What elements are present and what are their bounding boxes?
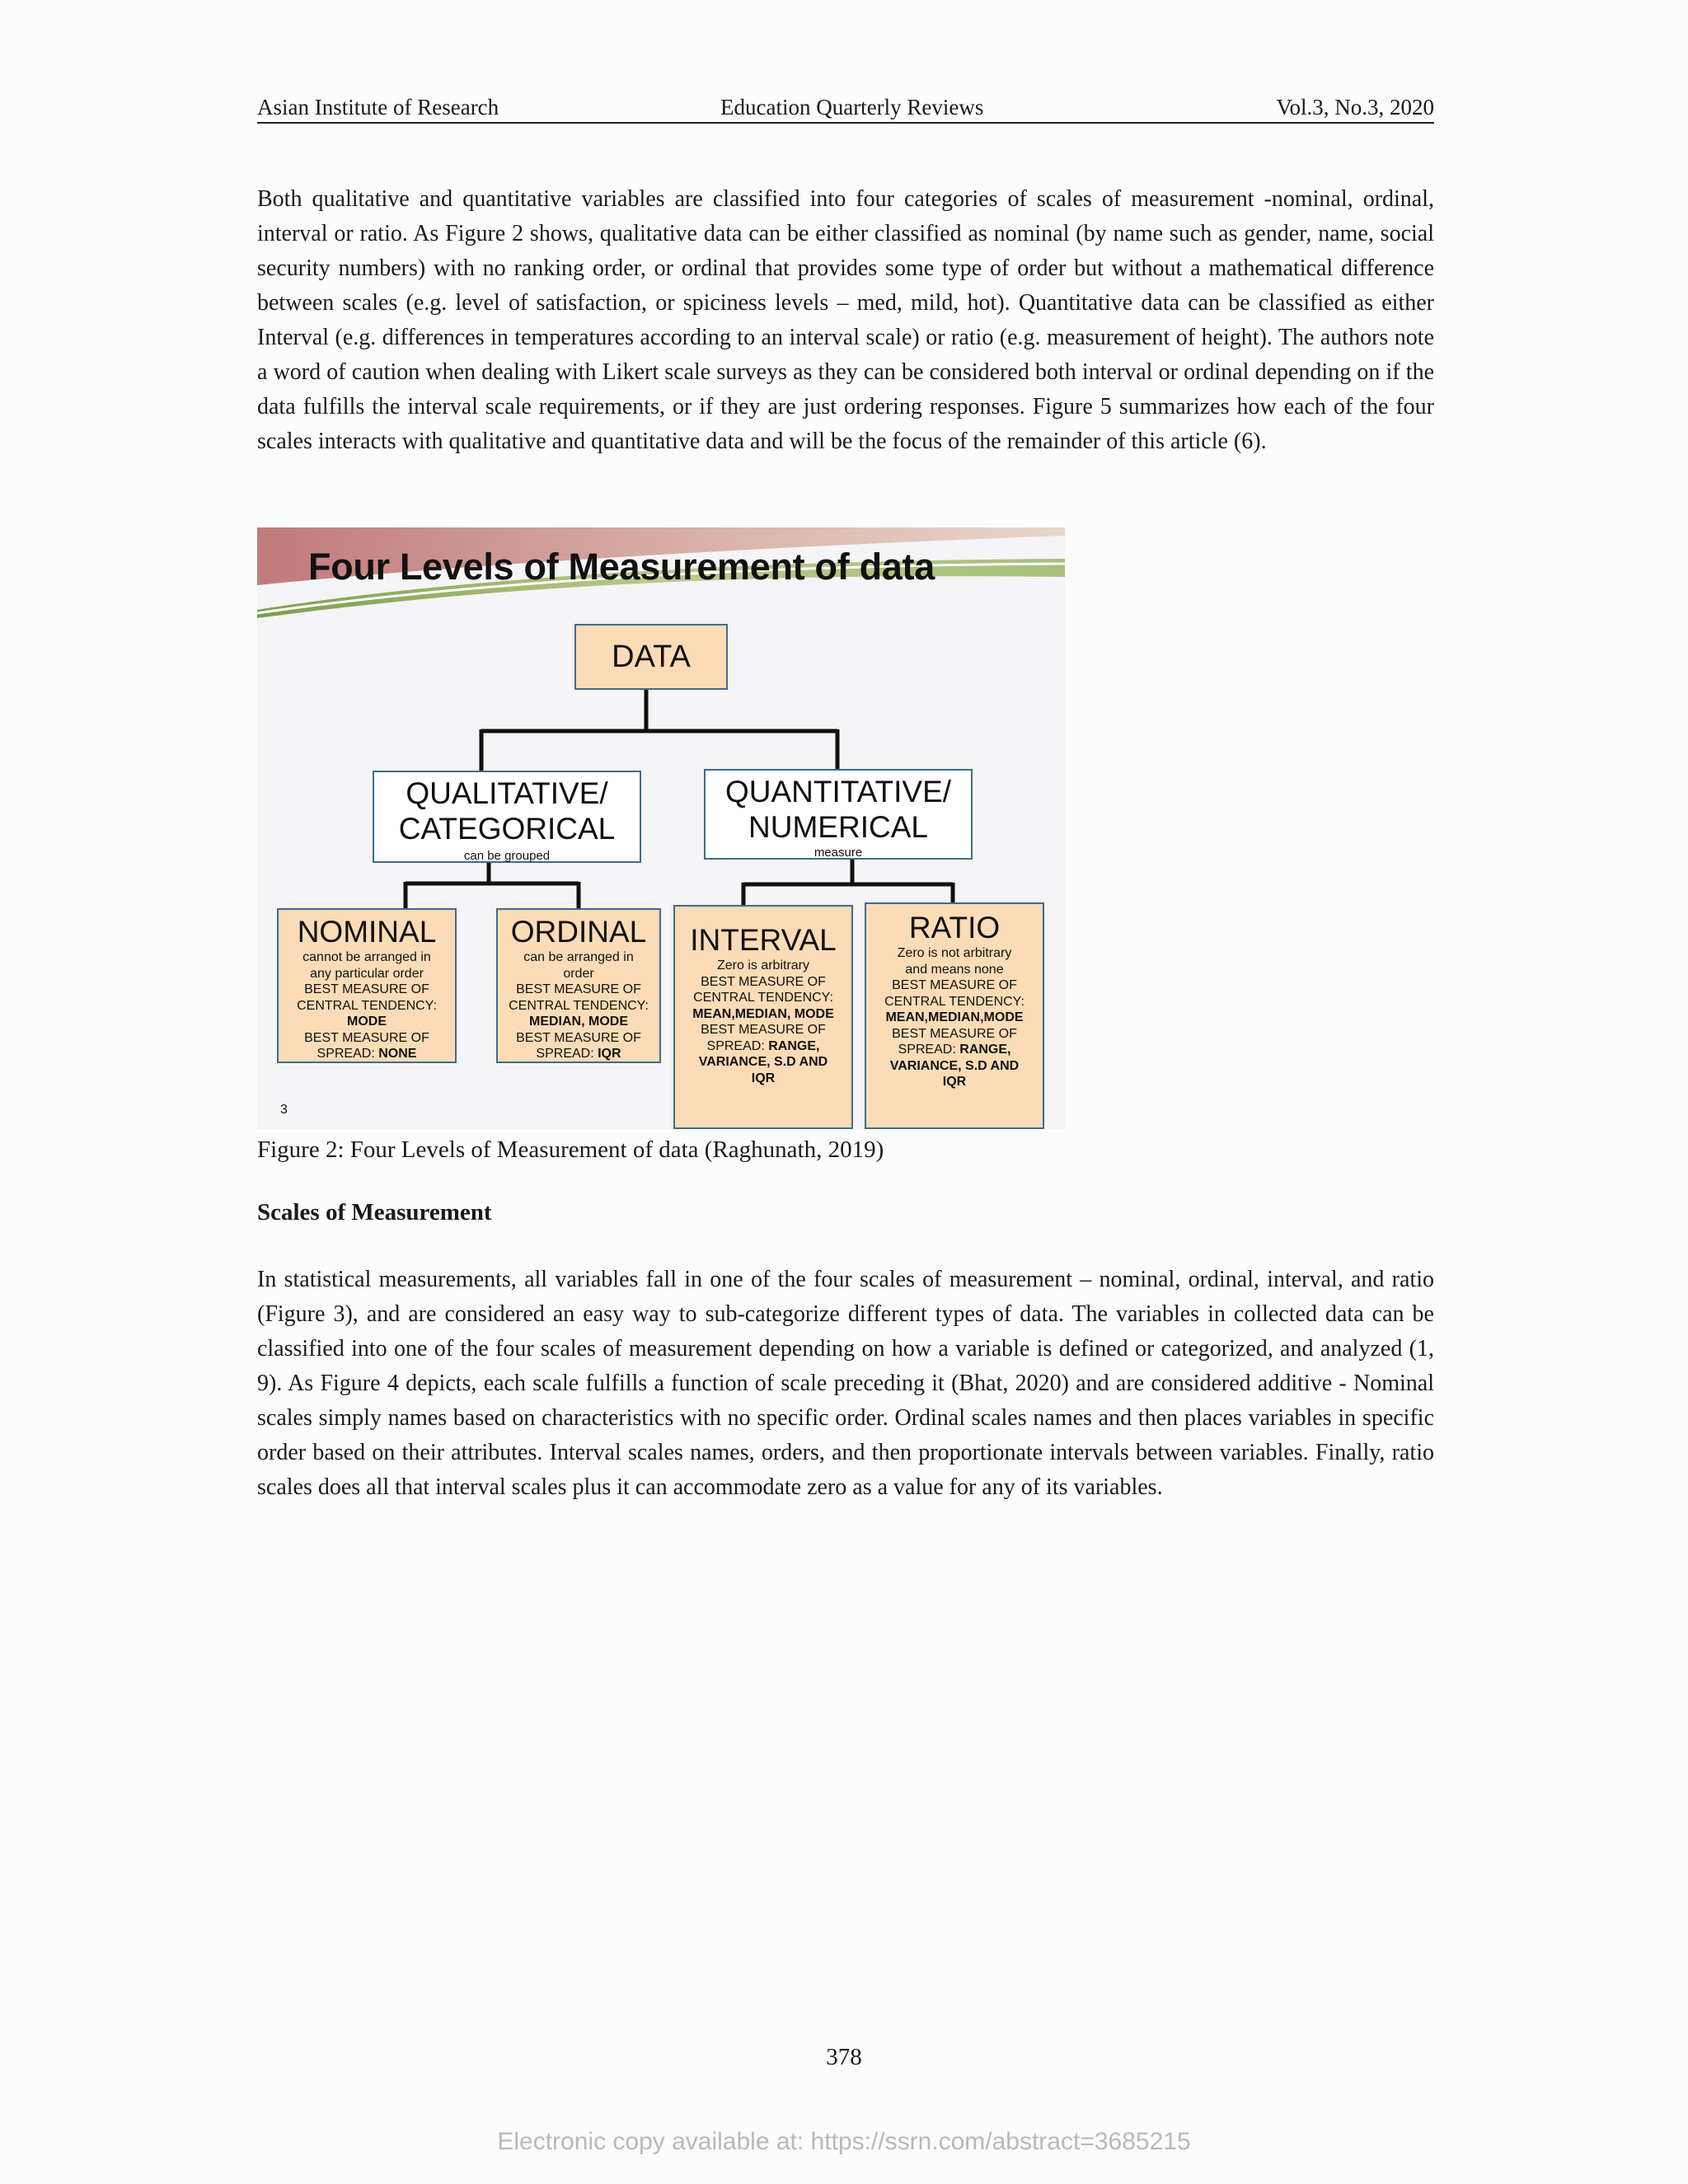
quantitative-subtitle: measure [814,846,863,860]
ratio-title: RATIO [908,911,1001,944]
running-header [257,91,1434,124]
header-journal: Education Quarterly Reviews [720,95,984,120]
node-interval: INTERVAL Zero is arbitrary BEST MEASURE OF CENTRAL TENDENCY: MEAN,MEDIAN, MODE BEST MEASURE OF SPREAD: RANGE, VARIANCE, S.D AND IQR [673,905,853,1129]
figure-2 [257,527,1065,1129]
header-institute: Asian Institute of Research [257,95,499,120]
node-qualitative [373,771,641,863]
nominal-title: NOMINAL [297,915,437,949]
qualitative-title: QUALITATIVE/ CATEGORICAL [398,776,616,846]
node-ordinal: ORDINAL can be arranged in order BEST MEASURE OF CENTRAL TENDENCY: MEDIAN, MODE BEST MEASURE OF SPREAD: IQR [496,908,661,1063]
node-quantitative [704,769,973,860]
ordinal-title: ORDINAL [510,915,647,949]
slide-number: 3 [280,1103,288,1117]
figure-title: Four Levels of Measurement of data [308,546,935,588]
section-heading: Scales of Measurement [257,1199,492,1226]
interval-title: INTERVAL [690,923,837,957]
body-paragraph-2: In statistical measurements, all variables fall in one of the four scales of measurement – nominal, ordinal, interval, and ratio (Figure 3), and are considered an easy way to sub-categorize different types of data. The variables in collected data can be classified into one of the four scales of measurement depending on how a variable is defined or categorized, and analyzed (1, 9). As Figure 4 depicts, each scale fulfills a function of scale preceding it (Bhat, 2020) and are considered additive - Nominal scales simply names based on characteristics with no specific order. Ordinal scales names and then places variables in specific order based on their attributes. Interval scales names, orders, and then proportionate intervals between variables. Finally, ratio scales does all that interval scales plus it can accommodate zero as a value for any of its variables. [257,1267,1434,1500]
quantitative-title: QUANTITATIVE/ NUMERICAL [724,775,952,844]
node-ratio: RATIO Zero is not arbitrary and means none BEST MEASURE OF CENTRAL TENDENCY: MEAN,MEDIAN,MODE BEST MEASURE OF SPREAD: RANGE, VARIANCE, S.D AND IQR [865,902,1044,1129]
page-number: 378 [826,2044,862,2070]
node-data: DATA [574,624,728,690]
figure-caption: Figure 2: Four Levels of Measurement of data (Raghunath, 2019) [257,1137,884,1163]
qualitative-subtitle: can be grouped [463,849,551,863]
node-nominal: NOMINAL cannot be arranged in any particular order BEST MEASURE OF CENTRAL TENDENCY: MODE BEST MEASURE OF SPREAD: NONE [277,908,457,1063]
header-volume: Vol.3, No.3, 2020 [1276,95,1434,120]
body-paragraph-1: Both qualitative and quantitative variables are classified into four categories of scales of measurement -nominal, ordinal, interval or ratio. As Figure 2 shows, qualitative data can be either classified as nominal (by name such as gender, name, social security numbers) with no ranking order, or ordinal that provides some type of order but without a mathematical difference between scales (e.g. level of satisfaction, or spiciness levels – med, mild, hot). Quantitative data can be classified as either Interval (e.g. differences in temperatures according to an interval scale) or ratio (e.g. measurement of height). The authors note a word of caution when dealing with Likert scale surveys as they can be considered both interval or ordinal depending on if the data fulfills the interval scale requirements, or if they are just ordering responses. Figure 5 summarizes how each of the four scales interacts with qualitative and quantitative data and will be the focus of the remainder of this article (6). [257,186,1434,454]
ssrn-footer: Electronic copy available at: https://ssrn.com/abstract=3685215 [497,2128,1191,2155]
